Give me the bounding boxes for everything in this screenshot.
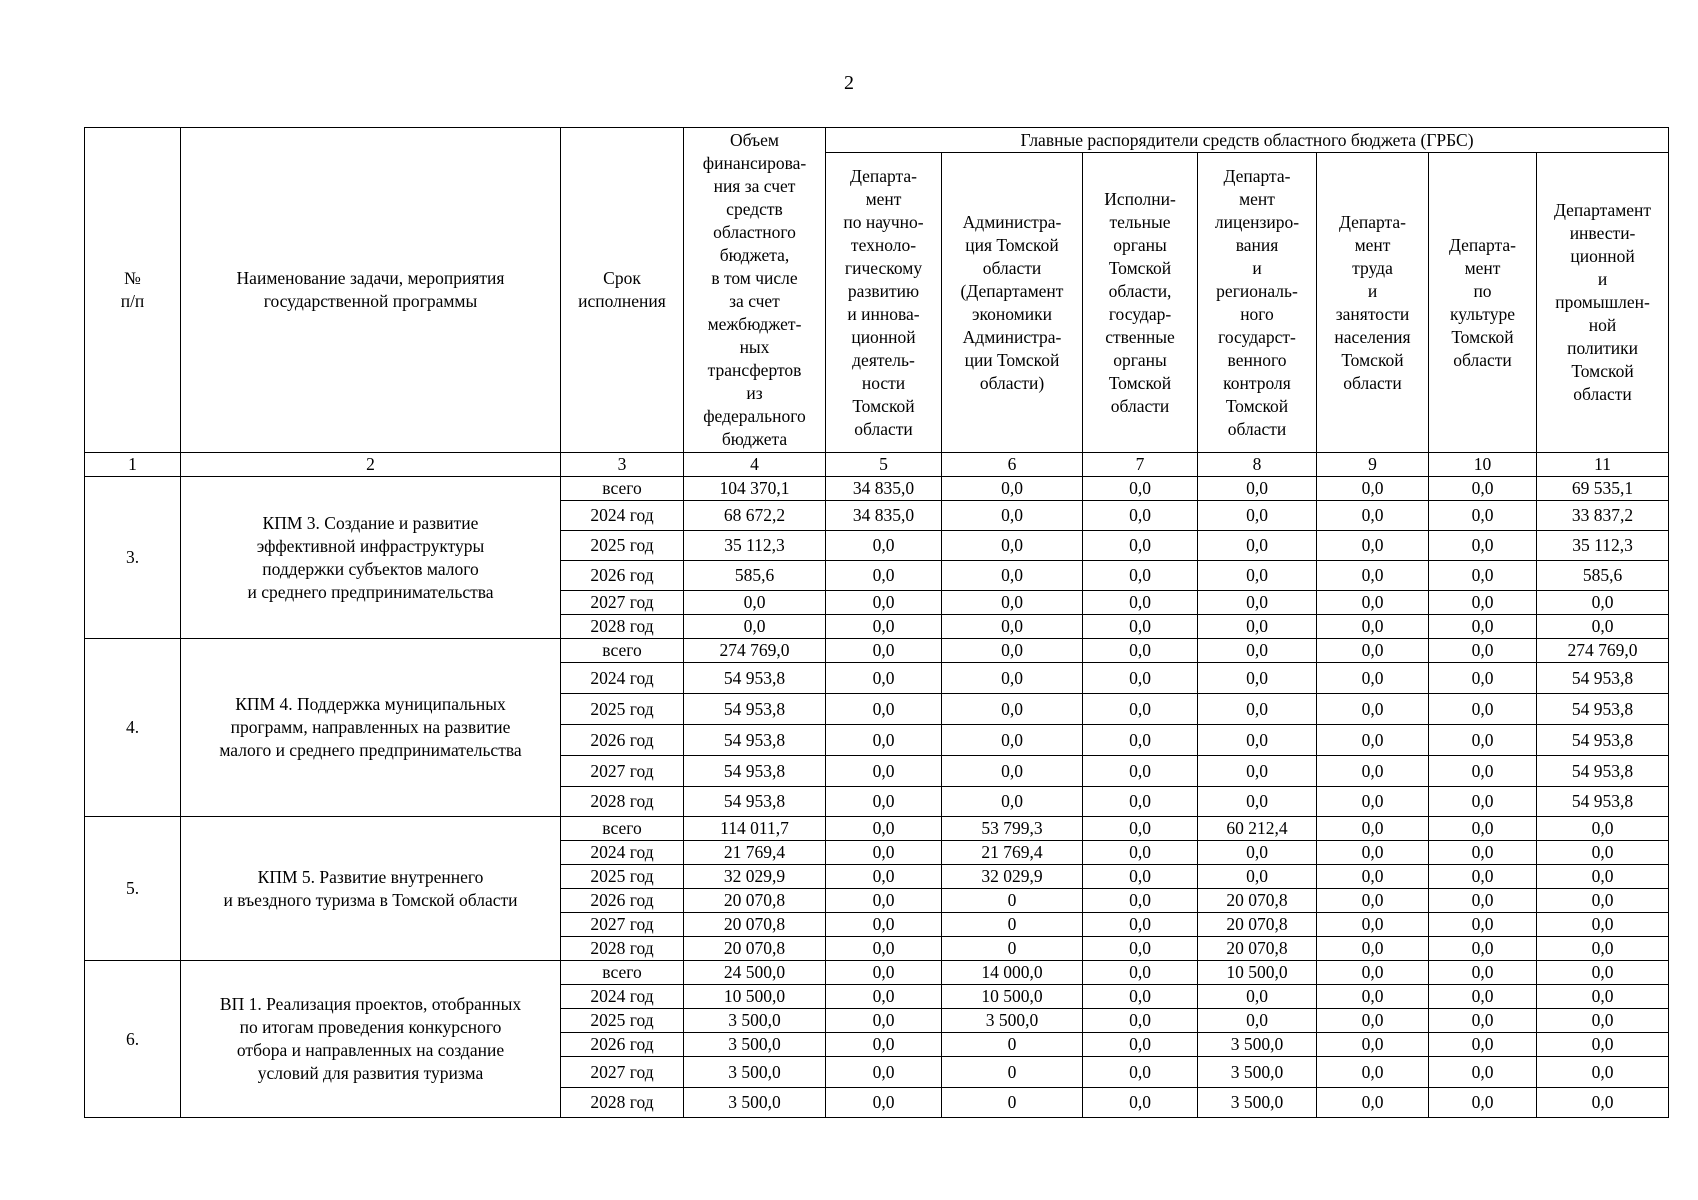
column-numbers-row bbox=[85, 453, 1669, 477]
header-administration: Администра- ция Томской области (Департамент экономики Администра- ции Томской области) bbox=[942, 153, 1083, 453]
amount-cell: 0,0 bbox=[1429, 663, 1537, 694]
amount-cell: 0 bbox=[942, 889, 1083, 913]
amount-cell: 0,0 bbox=[942, 725, 1083, 756]
period-cell: всего bbox=[561, 961, 684, 985]
amount-cell: 35 112,3 bbox=[684, 531, 826, 561]
amount-cell: 0,0 bbox=[1198, 1009, 1317, 1033]
amount-cell: 20 070,8 bbox=[1198, 889, 1317, 913]
header-deadline: Срок исполнения bbox=[561, 128, 684, 453]
table-row bbox=[85, 477, 1669, 501]
amount-cell: 0,0 bbox=[1317, 937, 1429, 961]
amount-cell: 0,0 bbox=[1537, 841, 1669, 865]
amount-cell: 33 837,2 bbox=[1537, 501, 1669, 531]
budget-table bbox=[84, 127, 1669, 1118]
amount-cell: 0,0 bbox=[826, 725, 942, 756]
amount-cell: 69 535,1 bbox=[1537, 477, 1669, 501]
amount-cell: 0,0 bbox=[1317, 477, 1429, 501]
amount-cell: 585,6 bbox=[1537, 561, 1669, 591]
amount-cell: 0 bbox=[942, 937, 1083, 961]
amount-cell: 0,0 bbox=[1429, 865, 1537, 889]
header-dept-labor: Департа- мент труда и занятости населения Томской области bbox=[1317, 153, 1429, 453]
amount-cell: 0,0 bbox=[826, 756, 942, 787]
period-cell: всего bbox=[561, 639, 684, 663]
amount-cell: 0,0 bbox=[1317, 865, 1429, 889]
amount-cell: 0,0 bbox=[1317, 639, 1429, 663]
period-cell: 2026 год bbox=[561, 889, 684, 913]
amount-cell: 0 bbox=[942, 1057, 1083, 1088]
column-number: 3 bbox=[561, 453, 684, 477]
period-cell: всего bbox=[561, 817, 684, 841]
header-task-name: Наименование задачи, мероприятия государственной программы bbox=[181, 128, 561, 453]
amount-cell: 0,0 bbox=[1083, 1033, 1198, 1057]
amount-cell: 0,0 bbox=[1429, 889, 1537, 913]
amount-cell: 0,0 bbox=[1429, 639, 1537, 663]
amount-cell: 0,0 bbox=[1083, 639, 1198, 663]
period-cell: 2025 год bbox=[561, 1009, 684, 1033]
header-funding-volume: Объем финансирова- ния за счет средств областного бюджета, в том числе за счет межбюджет- ных трансфертов из федерального бюджета bbox=[684, 128, 826, 453]
amount-cell: 0,0 bbox=[1537, 1088, 1669, 1118]
amount-cell: 35 112,3 bbox=[1537, 531, 1669, 561]
amount-cell: 3 500,0 bbox=[684, 1033, 826, 1057]
amount-cell: 0,0 bbox=[826, 787, 942, 817]
amount-cell: 24 500,0 bbox=[684, 961, 826, 985]
amount-cell: 0,0 bbox=[1198, 531, 1317, 561]
section-number: 4. bbox=[85, 639, 181, 817]
amount-cell: 0,0 bbox=[1317, 841, 1429, 865]
amount-cell: 54 953,8 bbox=[684, 787, 826, 817]
amount-cell: 0,0 bbox=[942, 615, 1083, 639]
period-cell: 2026 год bbox=[561, 1033, 684, 1057]
period-cell: 2028 год bbox=[561, 787, 684, 817]
period-cell: 2028 год bbox=[561, 1088, 684, 1118]
amount-cell: 0,0 bbox=[1198, 865, 1317, 889]
header-dept-licensing: Департа- мент лицензиро- вания и региональ- ного государст- венного контроля Томской области bbox=[1198, 153, 1317, 453]
amount-cell: 0,0 bbox=[1429, 961, 1537, 985]
amount-cell: 54 953,8 bbox=[1537, 725, 1669, 756]
amount-cell: 0,0 bbox=[1083, 725, 1198, 756]
amount-cell: 0,0 bbox=[1198, 477, 1317, 501]
amount-cell: 0 bbox=[942, 1088, 1083, 1118]
period-cell: 2027 год bbox=[561, 913, 684, 937]
amount-cell: 0,0 bbox=[1083, 889, 1198, 913]
amount-cell: 0,0 bbox=[1537, 889, 1669, 913]
amount-cell: 20 070,8 bbox=[684, 913, 826, 937]
amount-cell: 0,0 bbox=[1083, 1088, 1198, 1118]
amount-cell: 0 bbox=[942, 913, 1083, 937]
amount-cell: 0,0 bbox=[1317, 663, 1429, 694]
amount-cell: 0,0 bbox=[1198, 561, 1317, 591]
amount-cell: 14 000,0 bbox=[942, 961, 1083, 985]
task-name: ВП 1. Реализация проектов, отобранных по итогам проведения конкурсного отбора и направленных на создание условий для развития туризма bbox=[181, 961, 561, 1118]
period-cell: 2027 год bbox=[561, 1057, 684, 1088]
amount-cell: 20 070,8 bbox=[1198, 937, 1317, 961]
amount-cell: 0,0 bbox=[1083, 756, 1198, 787]
amount-cell: 0,0 bbox=[1198, 663, 1317, 694]
amount-cell: 0,0 bbox=[826, 663, 942, 694]
amount-cell: 0,0 bbox=[1198, 694, 1317, 725]
amount-cell: 3 500,0 bbox=[1198, 1088, 1317, 1118]
amount-cell: 0,0 bbox=[1537, 1057, 1669, 1088]
amount-cell: 0,0 bbox=[1429, 1057, 1537, 1088]
amount-cell: 0,0 bbox=[1429, 501, 1537, 531]
amount-cell: 0,0 bbox=[1317, 561, 1429, 591]
amount-cell: 0,0 bbox=[942, 531, 1083, 561]
amount-cell: 0,0 bbox=[1429, 817, 1537, 841]
column-number: 1 bbox=[85, 453, 181, 477]
amount-cell: 0,0 bbox=[1429, 937, 1537, 961]
amount-cell: 0,0 bbox=[942, 639, 1083, 663]
amount-cell: 0,0 bbox=[1317, 1033, 1429, 1057]
amount-cell: 0,0 bbox=[826, 817, 942, 841]
amount-cell: 0,0 bbox=[1429, 615, 1537, 639]
amount-cell: 3 500,0 bbox=[684, 1009, 826, 1033]
amount-cell: 32 029,9 bbox=[942, 865, 1083, 889]
amount-cell: 0,0 bbox=[942, 756, 1083, 787]
header-dept-science: Департа- мент по научно- техноло- гическому развитию и иннова- ционной деятель- ности Томской области bbox=[826, 153, 942, 453]
amount-cell: 0,0 bbox=[826, 865, 942, 889]
amount-cell: 0,0 bbox=[1537, 985, 1669, 1009]
amount-cell: 0,0 bbox=[1083, 913, 1198, 937]
amount-cell: 0,0 bbox=[1198, 985, 1317, 1009]
header-grbs: Главные распорядители средств областного бюджета (ГРБС) bbox=[826, 128, 1669, 153]
amount-cell: 60 212,4 bbox=[1198, 817, 1317, 841]
amount-cell: 54 953,8 bbox=[684, 663, 826, 694]
period-cell: 2025 год bbox=[561, 694, 684, 725]
amount-cell: 0,0 bbox=[826, 1088, 942, 1118]
amount-cell: 104 370,1 bbox=[684, 477, 826, 501]
amount-cell: 0,0 bbox=[1429, 1009, 1537, 1033]
amount-cell: 0,0 bbox=[826, 985, 942, 1009]
period-cell: 2027 год bbox=[561, 756, 684, 787]
amount-cell: 0,0 bbox=[942, 501, 1083, 531]
task-name: КПМ 3. Создание и развитие эффективной инфраструктуры поддержки субъектов малого и среднего предпринимательства bbox=[181, 477, 561, 639]
amount-cell: 274 769,0 bbox=[684, 639, 826, 663]
amount-cell: 0,0 bbox=[1083, 561, 1198, 591]
amount-cell: 274 769,0 bbox=[1537, 639, 1669, 663]
amount-cell: 0,0 bbox=[1083, 663, 1198, 694]
period-cell: 2024 год bbox=[561, 663, 684, 694]
amount-cell: 0 bbox=[942, 1033, 1083, 1057]
amount-cell: 0,0 bbox=[1537, 591, 1669, 615]
amount-cell: 0,0 bbox=[1537, 1009, 1669, 1033]
header-executive-bodies: Исполни- тельные органы Томской области, государ- ственные органы Томской области bbox=[1083, 153, 1198, 453]
amount-cell: 0,0 bbox=[1083, 841, 1198, 865]
amount-cell: 0,0 bbox=[1537, 865, 1669, 889]
amount-cell: 0,0 bbox=[1429, 1088, 1537, 1118]
amount-cell: 0,0 bbox=[1429, 561, 1537, 591]
amount-cell: 585,6 bbox=[684, 561, 826, 591]
column-number: 9 bbox=[1317, 453, 1429, 477]
amount-cell: 0,0 bbox=[1083, 615, 1198, 639]
amount-cell: 0,0 bbox=[826, 961, 942, 985]
amount-cell: 0,0 bbox=[1429, 694, 1537, 725]
amount-cell: 0,0 bbox=[826, 913, 942, 937]
amount-cell: 0,0 bbox=[1198, 725, 1317, 756]
amount-cell: 0,0 bbox=[942, 694, 1083, 725]
section-number: 6. bbox=[85, 961, 181, 1118]
amount-cell: 32 029,9 bbox=[684, 865, 826, 889]
amount-cell: 0,0 bbox=[826, 531, 942, 561]
period-cell: 2027 год bbox=[561, 591, 684, 615]
amount-cell: 0,0 bbox=[1317, 756, 1429, 787]
period-cell: 2026 год bbox=[561, 561, 684, 591]
column-number: 8 bbox=[1198, 453, 1317, 477]
period-cell: 2028 год bbox=[561, 937, 684, 961]
period-cell: 2024 год bbox=[561, 841, 684, 865]
amount-cell: 0,0 bbox=[1317, 694, 1429, 725]
column-number: 2 bbox=[181, 453, 561, 477]
period-cell: 2026 год bbox=[561, 725, 684, 756]
amount-cell: 53 799,3 bbox=[942, 817, 1083, 841]
amount-cell: 0,0 bbox=[1429, 913, 1537, 937]
amount-cell: 0,0 bbox=[1429, 787, 1537, 817]
amount-cell: 10 500,0 bbox=[942, 985, 1083, 1009]
amount-cell: 0,0 bbox=[1083, 501, 1198, 531]
amount-cell: 0,0 bbox=[1429, 477, 1537, 501]
amount-cell: 0,0 bbox=[1317, 787, 1429, 817]
amount-cell: 0,0 bbox=[826, 561, 942, 591]
amount-cell: 0,0 bbox=[1429, 756, 1537, 787]
amount-cell: 0,0 bbox=[1083, 865, 1198, 889]
amount-cell: 0,0 bbox=[1083, 531, 1198, 561]
amount-cell: 0,0 bbox=[1317, 1057, 1429, 1088]
amount-cell: 0,0 bbox=[942, 787, 1083, 817]
amount-cell: 0,0 bbox=[1429, 1033, 1537, 1057]
amount-cell: 0,0 bbox=[1537, 937, 1669, 961]
amount-cell: 0,0 bbox=[826, 591, 942, 615]
period-cell: всего bbox=[561, 477, 684, 501]
amount-cell: 68 672,2 bbox=[684, 501, 826, 531]
amount-cell: 0,0 bbox=[1198, 615, 1317, 639]
amount-cell: 0,0 bbox=[1198, 787, 1317, 817]
period-cell: 2025 год bbox=[561, 865, 684, 889]
amount-cell: 0,0 bbox=[1537, 913, 1669, 937]
amount-cell: 0,0 bbox=[1537, 961, 1669, 985]
amount-cell: 0,0 bbox=[826, 841, 942, 865]
amount-cell: 0,0 bbox=[684, 591, 826, 615]
amount-cell: 0,0 bbox=[1537, 615, 1669, 639]
amount-cell: 0,0 bbox=[1317, 817, 1429, 841]
amount-cell: 54 953,8 bbox=[684, 756, 826, 787]
section-number: 5. bbox=[85, 817, 181, 961]
column-number: 5 bbox=[826, 453, 942, 477]
amount-cell: 3 500,0 bbox=[1198, 1033, 1317, 1057]
amount-cell: 54 953,8 bbox=[1537, 787, 1669, 817]
header-dept-investment: Департамент инвести- ционной и промышлен- ной политики Томской области bbox=[1537, 153, 1669, 453]
amount-cell: 54 953,8 bbox=[1537, 694, 1669, 725]
amount-cell: 0,0 bbox=[1083, 985, 1198, 1009]
table-row bbox=[85, 961, 1669, 985]
amount-cell: 0,0 bbox=[942, 477, 1083, 501]
amount-cell: 0,0 bbox=[1083, 591, 1198, 615]
amount-cell: 0,0 bbox=[1317, 531, 1429, 561]
amount-cell: 0,0 bbox=[1083, 694, 1198, 725]
column-number: 6 bbox=[942, 453, 1083, 477]
amount-cell: 0,0 bbox=[1083, 477, 1198, 501]
amount-cell: 0,0 bbox=[1198, 841, 1317, 865]
task-name: КПМ 5. Развитие внутреннего и въездного туризма в Томской области bbox=[181, 817, 561, 961]
amount-cell: 0,0 bbox=[826, 1033, 942, 1057]
amount-cell: 0,0 bbox=[1317, 501, 1429, 531]
amount-cell: 0,0 bbox=[1317, 985, 1429, 1009]
period-cell: 2024 год bbox=[561, 985, 684, 1009]
amount-cell: 20 070,8 bbox=[684, 937, 826, 961]
amount-cell: 0,0 bbox=[1537, 817, 1669, 841]
amount-cell: 0,0 bbox=[826, 639, 942, 663]
page-number: 2 bbox=[844, 72, 854, 94]
amount-cell: 20 070,8 bbox=[684, 889, 826, 913]
amount-cell: 0,0 bbox=[1429, 985, 1537, 1009]
amount-cell: 54 953,8 bbox=[684, 694, 826, 725]
amount-cell: 34 835,0 bbox=[826, 477, 942, 501]
amount-cell: 0,0 bbox=[1083, 1009, 1198, 1033]
amount-cell: 0,0 bbox=[1083, 817, 1198, 841]
amount-cell: 0,0 bbox=[942, 663, 1083, 694]
amount-cell: 0,0 bbox=[826, 615, 942, 639]
amount-cell: 114 011,7 bbox=[684, 817, 826, 841]
column-number: 4 bbox=[684, 453, 826, 477]
amount-cell: 0,0 bbox=[942, 561, 1083, 591]
column-number: 7 bbox=[1083, 453, 1198, 477]
amount-cell: 0,0 bbox=[826, 1057, 942, 1088]
amount-cell: 3 500,0 bbox=[942, 1009, 1083, 1033]
amount-cell: 10 500,0 bbox=[1198, 961, 1317, 985]
amount-cell: 0,0 bbox=[1317, 1088, 1429, 1118]
period-cell: 2028 год bbox=[561, 615, 684, 639]
amount-cell: 0,0 bbox=[1317, 913, 1429, 937]
column-number: 10 bbox=[1429, 453, 1537, 477]
amount-cell: 3 500,0 bbox=[684, 1088, 826, 1118]
amount-cell: 0,0 bbox=[1429, 531, 1537, 561]
amount-cell: 0,0 bbox=[1317, 1009, 1429, 1033]
amount-cell: 54 953,8 bbox=[1537, 756, 1669, 787]
amount-cell: 10 500,0 bbox=[684, 985, 826, 1009]
amount-cell: 21 769,4 bbox=[942, 841, 1083, 865]
header-dept-culture: Департа- мент по культуре Томской области bbox=[1429, 153, 1537, 453]
amount-cell: 0,0 bbox=[1537, 1033, 1669, 1057]
amount-cell: 0,0 bbox=[684, 615, 826, 639]
amount-cell: 0,0 bbox=[1317, 615, 1429, 639]
period-cell: 2024 год bbox=[561, 501, 684, 531]
amount-cell: 54 953,8 bbox=[1537, 663, 1669, 694]
amount-cell: 0,0 bbox=[1317, 961, 1429, 985]
amount-cell: 54 953,8 bbox=[684, 725, 826, 756]
amount-cell: 0,0 bbox=[1198, 639, 1317, 663]
amount-cell: 21 769,4 bbox=[684, 841, 826, 865]
table-row bbox=[85, 817, 1669, 841]
amount-cell: 0,0 bbox=[826, 694, 942, 725]
amount-cell: 0,0 bbox=[1083, 937, 1198, 961]
amount-cell: 0,0 bbox=[826, 937, 942, 961]
section-number: 3. bbox=[85, 477, 181, 639]
amount-cell: 20 070,8 bbox=[1198, 913, 1317, 937]
amount-cell: 3 500,0 bbox=[1198, 1057, 1317, 1088]
table-row bbox=[85, 639, 1669, 663]
amount-cell: 0,0 bbox=[1083, 787, 1198, 817]
amount-cell: 0,0 bbox=[1317, 725, 1429, 756]
amount-cell: 0,0 bbox=[826, 1009, 942, 1033]
amount-cell: 0,0 bbox=[1429, 841, 1537, 865]
period-cell: 2025 год bbox=[561, 531, 684, 561]
column-number: 11 bbox=[1537, 453, 1669, 477]
amount-cell: 3 500,0 bbox=[684, 1057, 826, 1088]
amount-cell: 0,0 bbox=[1083, 1057, 1198, 1088]
amount-cell: 0,0 bbox=[1198, 591, 1317, 615]
amount-cell: 0,0 bbox=[1198, 501, 1317, 531]
amount-cell: 34 835,0 bbox=[826, 501, 942, 531]
amount-cell: 0,0 bbox=[1429, 725, 1537, 756]
amount-cell: 0,0 bbox=[1429, 591, 1537, 615]
header-number: № п/п bbox=[85, 128, 181, 453]
amount-cell: 0,0 bbox=[1198, 756, 1317, 787]
amount-cell: 0,0 bbox=[942, 591, 1083, 615]
amount-cell: 0,0 bbox=[826, 889, 942, 913]
task-name: КПМ 4. Поддержка муниципальных программ, направленных на развитие малого и среднего предпринимательства bbox=[181, 639, 561, 817]
amount-cell: 0,0 bbox=[1317, 591, 1429, 615]
table-body bbox=[85, 477, 1669, 1118]
amount-cell: 0,0 bbox=[1083, 961, 1198, 985]
amount-cell: 0,0 bbox=[1317, 889, 1429, 913]
